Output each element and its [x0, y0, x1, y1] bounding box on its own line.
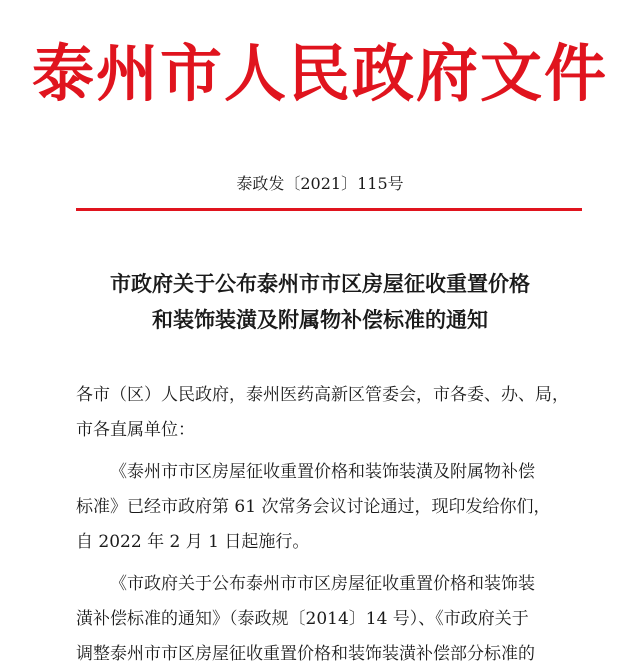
paragraph-2-line-2: 潢补偿标准的通知》（泰政规〔2014〕14 号）、《市政府关于 — [76, 609, 529, 629]
paragraph-1-line-2: 标准》已经市政府第 61 次常务会议讨论通过，现印发给你们， — [76, 497, 551, 517]
paragraph-2-line-3: 调整泰州市市区房屋征收重置价格和装饰装潢补偿部分标准的 — [76, 644, 535, 664]
recipients-line-2: 市各直属单位： — [76, 420, 195, 440]
paragraph-2-line-1: 《市政府关于公布泰州市市区房屋征收重置价格和装饰装 — [110, 574, 535, 594]
red-divider-line — [76, 208, 582, 211]
paragraph-1-line-3: 自 2022 年 2 月 1 日起施行。 — [76, 532, 310, 552]
notice-title-line-2: 和装饰装潢及附属物补偿标准的通知 — [152, 307, 488, 332]
masthead-title: 泰州市人民政府文件 — [31, 37, 608, 110]
document-number: 泰政发〔2021〕115号 — [236, 174, 404, 193]
paragraph-1-line-1: 《泰州市市区房屋征收重置价格和装饰装潢及附属物补偿 — [110, 462, 535, 482]
document-body — [76, 378, 586, 672]
recipients-line-1: 各市（区）人民政府，泰州医药高新区管委会，市各委、办、局， — [76, 385, 569, 405]
notice-title-line-1: 市政府关于公布泰州市市区房屋征收重置价格 — [110, 271, 530, 296]
notice-title — [0, 266, 640, 338]
